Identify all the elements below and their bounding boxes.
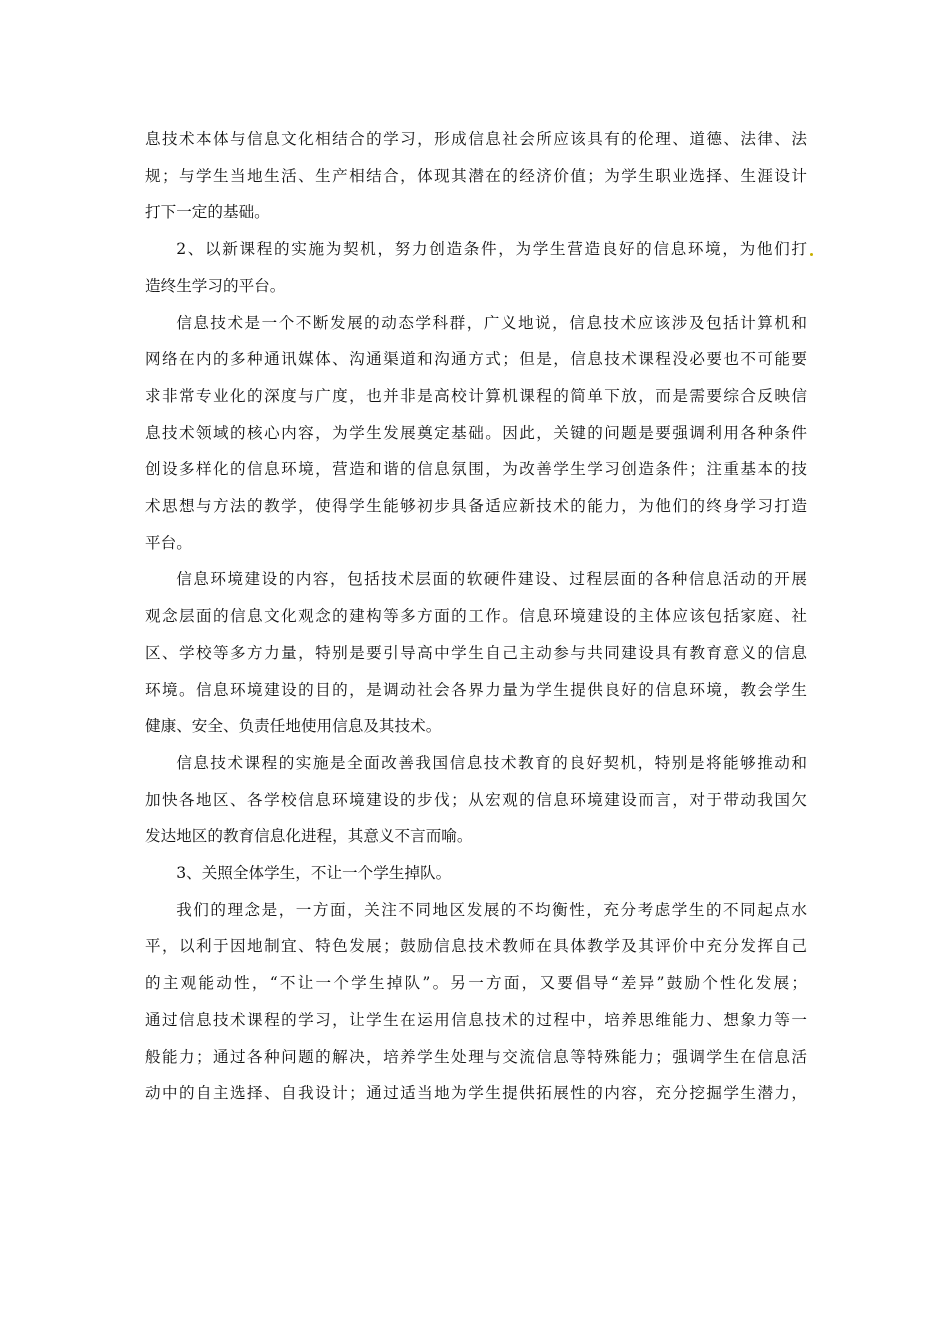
paragraph	[145, 561, 807, 745]
text-line: 造终生学习的平台。	[145, 276, 286, 295]
paragraph	[145, 855, 807, 892]
text-line: 信息技术课程的实施是全面改善我国信息技术教育的良好契机，特别是将能够推动和	[176, 753, 807, 772]
paragraph	[145, 745, 807, 855]
text-line: 信息环境建设的内容，包括技术层面的软硬件建设、过程层面的各种信息活动的开展	[176, 570, 807, 589]
text-line: 通过信息技术课程的学习，让学生在运用信息技术的过程中，培养思维能力、想象力等一	[145, 1010, 807, 1029]
text-line: 我们的理念是，一方面，关注不同地区发展的不均衡性，充分考虑学生的不同起点水	[176, 900, 807, 919]
text-line: 术思想与方法的教学，使得学生能够初步具备适应新技术的能力，为他们的终身学习打造	[145, 497, 807, 516]
text-line: 规；与学生当地生活、生产相结合，体现其潜在的经济价值；为学生职业选择、生涯设计	[145, 166, 807, 185]
document-body	[145, 121, 807, 1112]
text-line: 信息技术是一个不断发展的动态学科群，广义地说，信息技术应该涉及包括计算机和	[176, 313, 807, 332]
text-line: 动中的自主选择、自我设计；通过适当地为学生提供拓展性的内容，充分挖掘学生潜力，	[145, 1084, 807, 1103]
paragraph	[145, 305, 807, 562]
text-line: 3、关照全体学生，不让一个学生掉队。	[176, 864, 452, 883]
stray-dot-mark	[810, 253, 813, 256]
text-line: 般能力；通过各种问题的解决，培养学生处理与交流信息等特殊能力；强调学生在信息活	[145, 1047, 807, 1066]
text-line: 创设多样化的信息环境，营造和谐的信息氛围，为改善学生学习创造条件；注重基本的技	[145, 460, 807, 479]
paragraph	[145, 231, 807, 304]
text-line: 求非常专业化的深度与广度，也并非是高校计算机课程的简单下放，而是需要综合反映信	[145, 386, 807, 405]
text-line: 环境。信息环境建设的目的，是调动社会各界力量为学生提供良好的信息环境，教会学生	[145, 680, 807, 699]
text-line: 2、以新课程的实施为契机，努力创造条件，为学生营造良好的信息环境，为他们打	[145, 231, 807, 268]
text-line: 息技术领域的核心内容，为学生发展奠定基础。因此，关键的问题是要强调利用各种条件	[145, 423, 807, 442]
text-line: 息技术本体与信息文化相结合的学习，形成信息社会所应该具有的伦理、道德、法律、法	[145, 130, 807, 148]
text-line: 打下一定的基础。	[145, 203, 270, 222]
paragraph	[145, 892, 807, 1112]
paragraph	[145, 121, 807, 231]
text-line: 观念层面的信息文化观念的建构等多方面的工作。信息环境建设的主体应该包括家庭、社	[145, 607, 807, 626]
text-line: 加快各地区、各学校信息环境建设的步伐；从宏观的信息环境建设而言，对于带动我国欠	[145, 790, 807, 809]
text-line: 的主观能动性，“不让一个学生掉队”。另一方面，又要倡导“差异”鼓励个性化发展；	[145, 974, 807, 993]
text-line: 区、学校等多方力量，特别是要引导高中学生自己主动参与共同建设具有教育意义的信息	[145, 643, 807, 662]
text-line: 网络在内的多种通讯媒体、沟通渠道和沟通方式；但是，信息技术课程没必要也不可能要	[145, 350, 807, 369]
text-line: 健康、安全、负责任地使用信息及其技术。	[145, 717, 442, 736]
text-line: 平台。	[145, 533, 192, 552]
text-line: 发达地区的教育信息化进程，其意义不言而喻。	[145, 827, 473, 846]
text-line: 平，以利于因地制宜、特色发展；鼓励信息技术教师在具体教学及其评价中充分发挥自己	[145, 937, 807, 956]
